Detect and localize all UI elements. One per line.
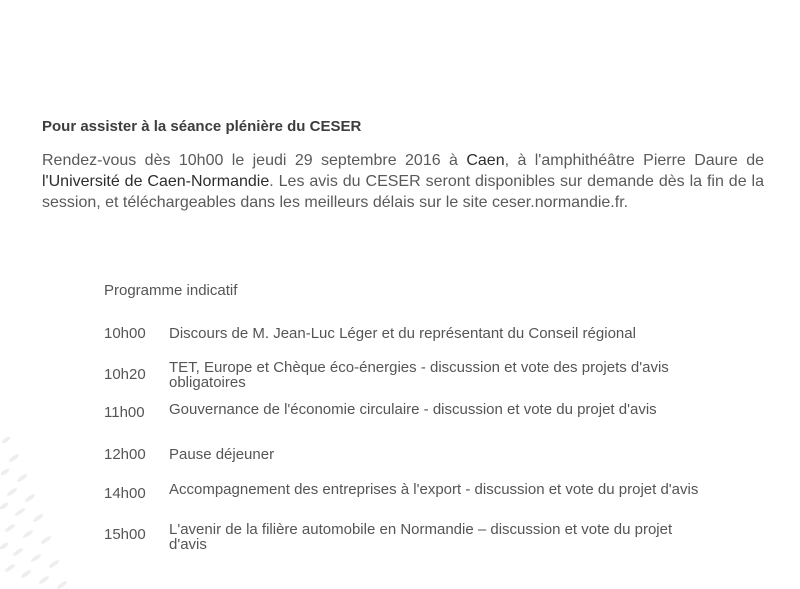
intro-paragraph bbox=[42, 150, 764, 213]
intro-university: l'Université de Caen-Normandie bbox=[42, 173, 270, 190]
intro-city: Caen bbox=[466, 152, 505, 169]
intro-text-2: , à l'amphithéâtre Pierre Daure de bbox=[504, 152, 765, 169]
programme-time: 11h00 bbox=[104, 404, 145, 421]
programme-description: Pause déjeuner bbox=[169, 446, 275, 463]
decorative-dot-pattern bbox=[0, 0, 80, 589]
programme-time: 14h00 bbox=[104, 485, 146, 502]
programme-description: Accompagnement des entreprises à l'export - discussion et vote du projet d'avis bbox=[169, 481, 699, 498]
programme-time: 10h00 bbox=[104, 325, 146, 342]
programme-heading: Programme indicatif bbox=[104, 282, 238, 299]
programme-description: Discours de M. Jean-Luc Léger et du représentant du Conseil régional bbox=[169, 325, 636, 342]
programme-time: 10h20 bbox=[104, 366, 146, 383]
intro-text-1: Rendez-vous dès 10h00 le jeudi 29 septembre 2016 à bbox=[42, 152, 467, 169]
programme-description: Gouvernance de l'économie circulaire - discussion et vote du projet d'avis bbox=[169, 401, 657, 418]
intro-text-3: . Les avis du CESER seront disponibles sur demande dès la fin de la session, et téléchargeables dans les meilleurs délais sur le site ceser.normandie.fr. bbox=[42, 173, 764, 211]
programme-description: L'avenir de la filière automobile en Normandie – discussion et vote du projet d'avis bbox=[169, 521, 673, 553]
programme-time: 12h00 bbox=[104, 446, 146, 463]
programme-time: 15h00 bbox=[104, 526, 146, 543]
section-title: Pour assister à la séance plénière du CESER bbox=[42, 118, 362, 135]
programme-description: TET, Europe et Chèque éco-énergies - discussion et vote des projets d'avis obligatoires bbox=[169, 359, 669, 391]
